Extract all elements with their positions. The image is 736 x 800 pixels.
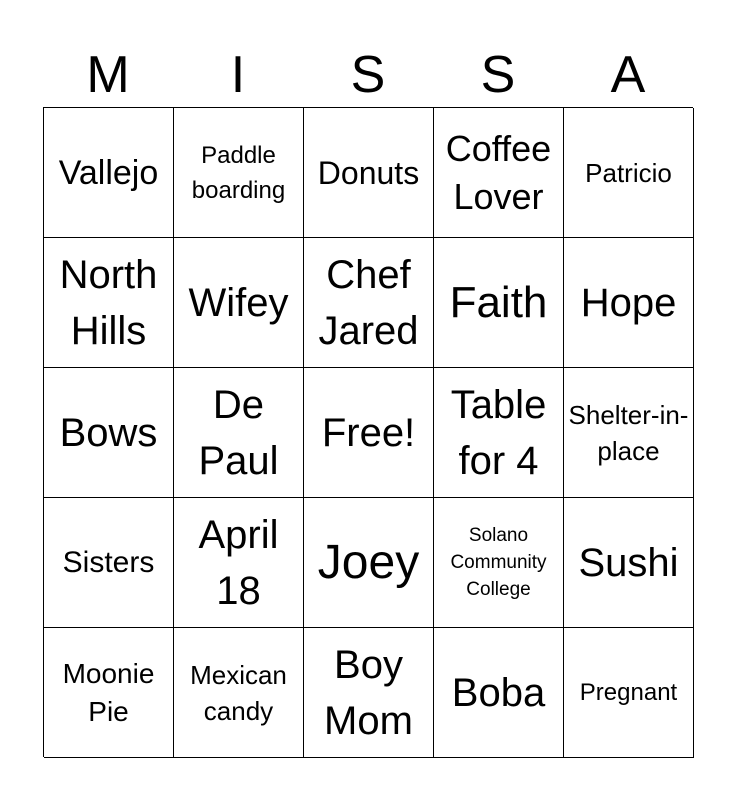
header-letter-2: I — [230, 46, 246, 104]
bingo-cell-r1c2[interactable] — [174, 108, 304, 238]
bingo-cell-r2c4[interactable] — [434, 238, 564, 368]
bingo-cell-r1c1[interactable] — [44, 108, 174, 238]
cell-text: Table for 4 — [450, 382, 547, 483]
cell-text: Chef Jared — [318, 252, 419, 353]
header-letter-5: A — [610, 46, 646, 104]
cell-text: De Paul — [198, 382, 279, 483]
cell-text: Faith — [449, 277, 548, 327]
cell-text: Pregnant — [579, 679, 678, 706]
cell-text: Wifey — [188, 280, 289, 325]
cell-text: Joey — [317, 535, 420, 589]
cell-text: Free! — [321, 410, 416, 455]
bingo-cell-r5c1[interactable] — [44, 628, 174, 758]
cell-text: Boba — [451, 670, 546, 715]
cell-text: Boy Mom — [324, 642, 413, 743]
bingo-cell-r3c2[interactable] — [174, 368, 304, 498]
cell-text: Mexican candy — [190, 659, 287, 726]
cell-text: Coffee Lover — [445, 127, 552, 217]
bingo-cell-r3c4[interactable] — [434, 368, 564, 498]
cell-text: Sisters — [62, 545, 155, 579]
bingo-cell-r1c4[interactable] — [434, 108, 564, 238]
bingo-cell-r2c2[interactable] — [174, 238, 304, 368]
cell-text: Moonie Pie — [62, 657, 155, 727]
bingo-cell-r5c5[interactable] — [564, 628, 694, 758]
bingo-grid — [43, 107, 693, 757]
bingo-cell-r3c5[interactable] — [564, 368, 694, 498]
bingo-cell-r1c3[interactable] — [304, 108, 434, 238]
bingo-cell-r3c1[interactable] — [44, 368, 174, 498]
cell-text: Hope — [580, 280, 677, 325]
bingo-cell-r4c2[interactable] — [174, 498, 304, 628]
header-letter-1: M — [86, 46, 130, 104]
bingo-cell-r4c1[interactable] — [44, 498, 174, 628]
cell-text: Bows — [59, 410, 158, 455]
cell-text: Patricio — [585, 157, 672, 188]
bingo-cell-r4c5[interactable] — [564, 498, 694, 628]
bingo-cell-r2c1[interactable] — [44, 238, 174, 368]
cell-text: Donuts — [317, 154, 420, 191]
header-letter-4: S — [480, 46, 516, 104]
cell-text: Paddle boarding — [191, 141, 286, 204]
bingo-cell-r2c5[interactable] — [564, 238, 694, 368]
cell-text: April 18 — [198, 512, 279, 613]
cell-text: Sushi — [578, 540, 679, 585]
bingo-header — [43, 44, 693, 106]
bingo-cell-r3c3[interactable] — [304, 368, 434, 498]
bingo-cell-r2c3[interactable] — [304, 238, 434, 368]
bingo-cell-r4c3[interactable] — [304, 498, 434, 628]
cell-text: Solano Community College — [450, 525, 547, 600]
bingo-cell-r1c5[interactable] — [564, 108, 694, 238]
cell-text: Shelter-in-place — [568, 399, 689, 466]
bingo-cell-r5c3[interactable] — [304, 628, 434, 758]
cell-text: North Hills — [59, 252, 158, 353]
bingo-cell-r4c4[interactable] — [434, 498, 564, 628]
cell-text: Vallejo — [58, 153, 159, 192]
bingo-cell-r5c4[interactable] — [434, 628, 564, 758]
bingo-cell-r5c2[interactable] — [174, 628, 304, 758]
header-letter-3: S — [350, 46, 386, 104]
